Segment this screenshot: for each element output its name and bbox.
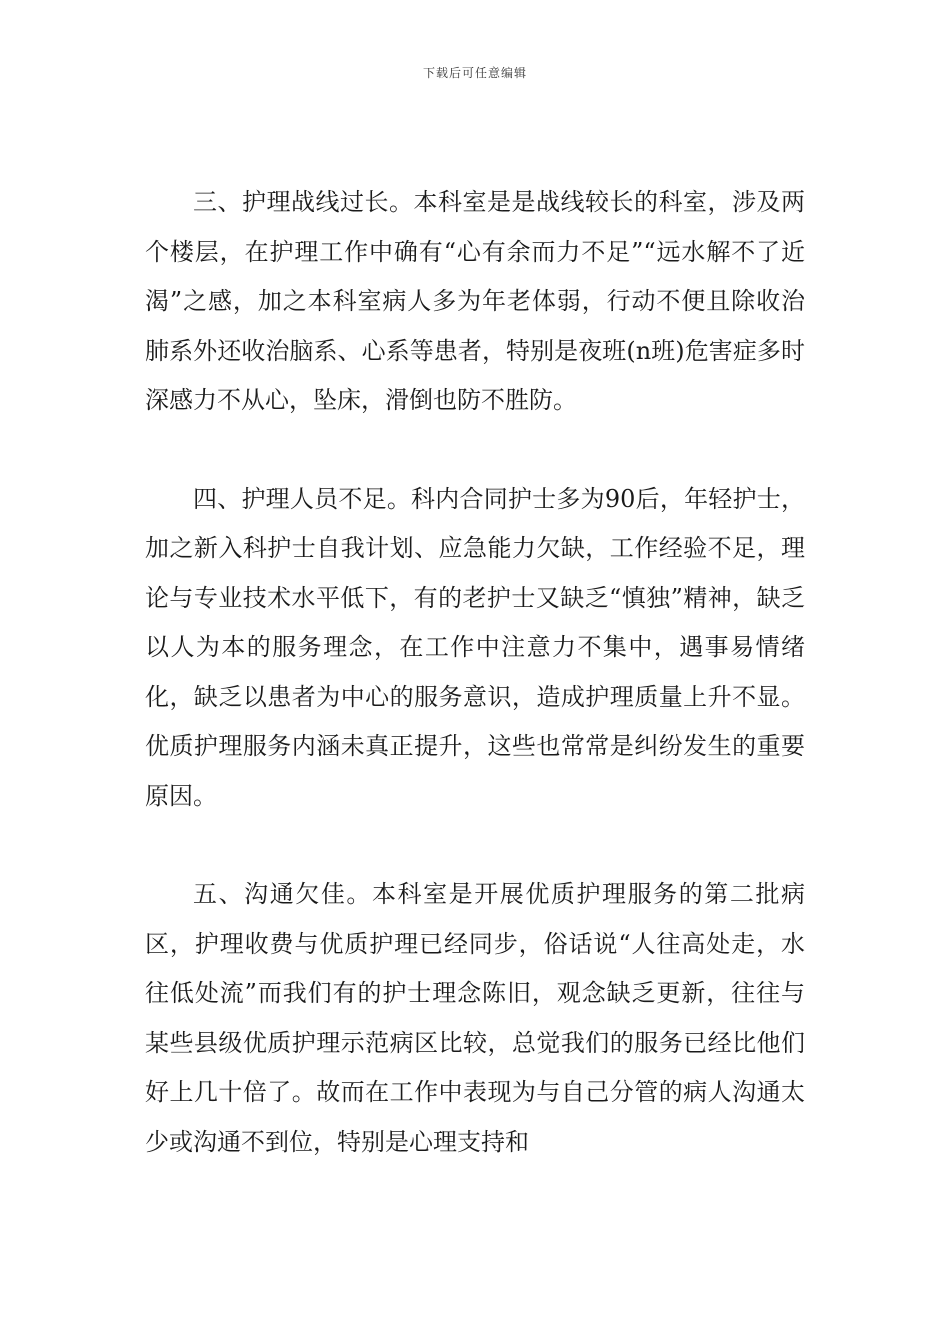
paragraph-5: 五、沟通欠佳。本科室是开展优质护理服务的第二批病区，护理收费与优质护理已经同步，俗话说“人往高处走，水往低处流”而我们有的护士理念陈旧，观念缺乏更新，往往与某些县级优质护理示范病区比较，总觉我们的服务已经比他们好上几十倍了。故而在工作中表现为与自己分管的病人沟通太少或沟通不到位，特别是心理支持和 <box>145 880 805 1156</box>
page-header: 下载后可任意编辑 <box>422 66 527 80</box>
document-body <box>145 178 805 1167</box>
paragraph-3: 三、护理战线过长。本科室是是战线较长的科室，涉及两个楼层，在护理工作中确有“心有余而力不足”“远水解不了近渴”之感，加之本科室病人多为年老体弱，行动不便且除收治肺系外还收治脑系、心系等患者，特别是夜班(n班)危害症多时深感力不从心，坠床，滑倒也防不胜防。 <box>145 188 805 414</box>
paragraph-4: 四、护理人员不足。科内合同护士多为90后，年轻护士，加之新入科护士自我计划、应急能力欠缺，工作经验不足，理论与专业技术水平低下，有的老护士又缺乏“慎独”精神，缺乏以人为本的服务理念，在工作中注意力不集中，遇事易情绪化，缺乏以患者为中心的服务意识，造成护理质量上升不显。优质护理服务内涵未真正提升，这些也常常是纠纷发生的重要原因。 <box>145 484 805 810</box>
